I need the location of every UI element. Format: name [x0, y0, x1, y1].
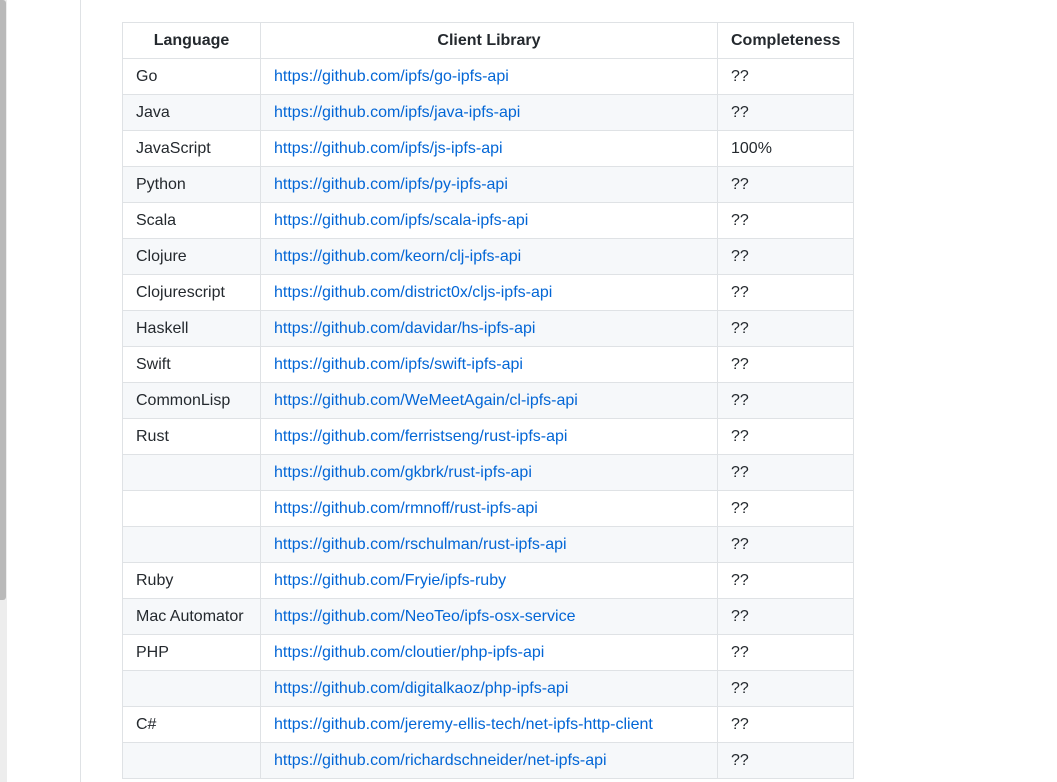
- completeness-cell: ??: [718, 599, 854, 635]
- table-row: [123, 635, 854, 671]
- language-cell: Clojure: [123, 239, 261, 275]
- library-cell: [261, 419, 718, 455]
- table-body: [123, 59, 854, 779]
- completeness-cell: 100%: [718, 131, 854, 167]
- library-cell: [261, 491, 718, 527]
- table-row: [123, 491, 854, 527]
- library-cell: [261, 383, 718, 419]
- completeness-cell: ??: [718, 455, 854, 491]
- library-link[interactable]: https://github.com/ipfs/go-ipfs-api: [274, 67, 509, 85]
- content-border: [80, 0, 81, 782]
- table-row: [123, 59, 854, 95]
- library-link[interactable]: https://github.com/ipfs/swift-ipfs-api: [274, 355, 523, 373]
- language-cell: [123, 455, 261, 491]
- table-header-row: [123, 23, 854, 59]
- table-row: [123, 311, 854, 347]
- library-cell: [261, 203, 718, 239]
- language-cell: [123, 491, 261, 527]
- library-cell: [261, 599, 718, 635]
- table-row: [123, 95, 854, 131]
- completeness-cell: ??: [718, 275, 854, 311]
- language-cell: PHP: [123, 635, 261, 671]
- library-link[interactable]: https://github.com/NeoTeo/ipfs-osx-service: [274, 607, 576, 625]
- table-row: [123, 599, 854, 635]
- library-cell: [261, 239, 718, 275]
- library-cell: [261, 131, 718, 167]
- library-link[interactable]: https://github.com/ipfs/py-ipfs-api: [274, 175, 508, 193]
- language-cell: JavaScript: [123, 131, 261, 167]
- completeness-cell: ??: [718, 635, 854, 671]
- library-cell: [261, 563, 718, 599]
- library-cell: [261, 707, 718, 743]
- library-link[interactable]: https://github.com/ipfs/js-ipfs-api: [274, 139, 503, 157]
- header-completeness: Completeness: [718, 23, 854, 59]
- table-row: [123, 527, 854, 563]
- language-cell: Swift: [123, 347, 261, 383]
- language-cell: Rust: [123, 419, 261, 455]
- left-scrollbar-thumb[interactable]: [0, 0, 6, 600]
- table-row: [123, 239, 854, 275]
- library-link[interactable]: https://github.com/cloutier/php-ipfs-api: [274, 643, 545, 661]
- language-cell: Haskell: [123, 311, 261, 347]
- completeness-cell: ??: [718, 311, 854, 347]
- library-cell: [261, 311, 718, 347]
- table-row: [123, 671, 854, 707]
- library-cell: [261, 95, 718, 131]
- library-link[interactable]: https://github.com/WeMeetAgain/cl-ipfs-api: [274, 391, 578, 409]
- language-cell: [123, 671, 261, 707]
- completeness-cell: ??: [718, 563, 854, 599]
- library-cell: [261, 671, 718, 707]
- library-cell: [261, 743, 718, 779]
- completeness-cell: ??: [718, 167, 854, 203]
- language-cell: Go: [123, 59, 261, 95]
- library-cell: [261, 275, 718, 311]
- library-link[interactable]: https://github.com/gkbrk/rust-ipfs-api: [274, 463, 532, 481]
- language-cell: Python: [123, 167, 261, 203]
- completeness-cell: ??: [718, 95, 854, 131]
- table-row: [123, 383, 854, 419]
- library-cell: [261, 167, 718, 203]
- table-row: [123, 707, 854, 743]
- table-row: [123, 347, 854, 383]
- table-row: [123, 203, 854, 239]
- library-link[interactable]: https://github.com/jeremy-ellis-tech/net-ipfs-http-client: [274, 715, 653, 733]
- language-cell: CommonLisp: [123, 383, 261, 419]
- language-cell: Scala: [123, 203, 261, 239]
- table-row: [123, 419, 854, 455]
- completeness-cell: ??: [718, 59, 854, 95]
- language-cell: [123, 527, 261, 563]
- library-link[interactable]: https://github.com/richardschneider/net-ipfs-api: [274, 751, 607, 769]
- completeness-cell: ??: [718, 671, 854, 707]
- library-link[interactable]: https://github.com/keorn/clj-ipfs-api: [274, 247, 522, 265]
- client-libraries-table: [122, 22, 854, 779]
- library-link[interactable]: https://github.com/ferristseng/rust-ipfs-api: [274, 427, 568, 445]
- library-link[interactable]: https://github.com/ipfs/scala-ipfs-api: [274, 211, 529, 229]
- table-row: [123, 455, 854, 491]
- language-cell: C#: [123, 707, 261, 743]
- completeness-cell: ??: [718, 527, 854, 563]
- library-link[interactable]: https://github.com/district0x/cljs-ipfs-api: [274, 283, 553, 301]
- library-cell: [261, 635, 718, 671]
- table-row: [123, 131, 854, 167]
- completeness-cell: ??: [718, 203, 854, 239]
- completeness-cell: ??: [718, 743, 854, 779]
- completeness-cell: ??: [718, 707, 854, 743]
- library-cell: [261, 527, 718, 563]
- completeness-cell: ??: [718, 239, 854, 275]
- completeness-cell: ??: [718, 347, 854, 383]
- library-link[interactable]: https://github.com/digitalkaoz/php-ipfs-api: [274, 679, 569, 697]
- language-cell: Java: [123, 95, 261, 131]
- language-cell: [123, 743, 261, 779]
- language-cell: Mac Automator: [123, 599, 261, 635]
- header-language: Language: [123, 23, 261, 59]
- language-cell: Clojurescript: [123, 275, 261, 311]
- completeness-cell: ??: [718, 383, 854, 419]
- table-row: [123, 563, 854, 599]
- library-link[interactable]: https://github.com/rschulman/rust-ipfs-api: [274, 535, 567, 553]
- table-row: [123, 275, 854, 311]
- library-link[interactable]: https://github.com/ipfs/java-ipfs-api: [274, 103, 521, 121]
- library-cell: [261, 59, 718, 95]
- library-cell: [261, 455, 718, 491]
- language-cell: Ruby: [123, 563, 261, 599]
- library-link[interactable]: https://github.com/rmnoff/rust-ipfs-api: [274, 499, 538, 517]
- completeness-cell: ??: [718, 491, 854, 527]
- completeness-cell: ??: [718, 419, 854, 455]
- library-link[interactable]: https://github.com/Fryie/ipfs-ruby: [274, 571, 507, 589]
- library-cell: [261, 347, 718, 383]
- library-link[interactable]: https://github.com/davidar/hs-ipfs-api: [274, 319, 536, 337]
- table-row: [123, 743, 854, 779]
- header-client-library: Client Library: [261, 23, 718, 59]
- table-row: [123, 167, 854, 203]
